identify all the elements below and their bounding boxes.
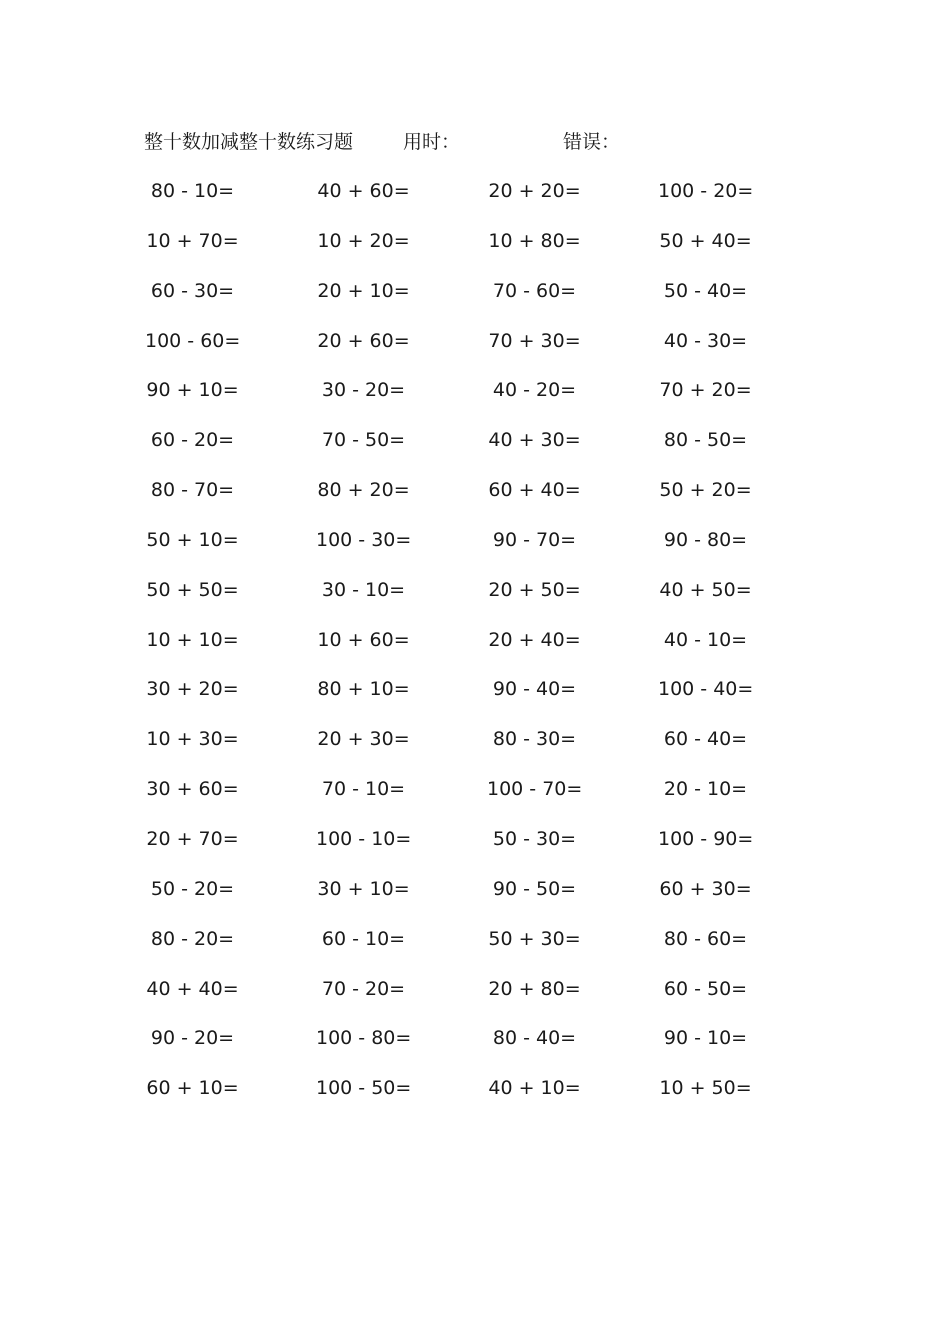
arithmetic-problem bbox=[145, 1073, 240, 1103]
arithmetic-problem bbox=[487, 974, 582, 1004]
problem-text: 30 + 10= bbox=[317, 877, 410, 900]
arithmetic-problem bbox=[487, 375, 582, 405]
worksheet-header bbox=[144, 128, 844, 156]
arithmetic-problem bbox=[487, 674, 582, 704]
problem-text: 60 - 30= bbox=[150, 279, 235, 302]
problem-text: 90 - 50= bbox=[492, 877, 577, 900]
arithmetic-problem bbox=[145, 226, 240, 256]
problem-text: 90 - 80= bbox=[663, 528, 748, 551]
arithmetic-problem bbox=[658, 824, 753, 854]
arithmetic-problem bbox=[487, 226, 582, 256]
arithmetic-problem bbox=[145, 625, 240, 655]
arithmetic-problem bbox=[316, 774, 411, 804]
time-used-label: 用时： bbox=[403, 131, 461, 153]
problem-row bbox=[0, 176, 950, 226]
problem-text: 10 + 10= bbox=[146, 628, 239, 651]
arithmetic-problem bbox=[658, 226, 753, 256]
problem-text: 90 - 20= bbox=[150, 1027, 235, 1050]
problem-row bbox=[0, 824, 950, 874]
errors-label: 错误： bbox=[563, 131, 621, 153]
problem-text: 50 - 30= bbox=[492, 827, 577, 850]
arithmetic-problem bbox=[145, 974, 240, 1004]
problem-text: 70 + 30= bbox=[488, 329, 581, 352]
arithmetic-problem bbox=[658, 425, 753, 455]
problem-text: 80 - 40= bbox=[492, 1027, 577, 1050]
arithmetic-problem bbox=[487, 425, 582, 455]
arithmetic-problem bbox=[487, 575, 582, 605]
arithmetic-problem bbox=[316, 326, 411, 356]
arithmetic-problem bbox=[487, 1023, 582, 1053]
problem-text: 70 - 60= bbox=[492, 279, 577, 302]
arithmetic-problem bbox=[658, 326, 753, 356]
arithmetic-problem bbox=[145, 375, 240, 405]
problem-text: 100 - 50= bbox=[316, 1077, 412, 1100]
arithmetic-problem bbox=[487, 774, 582, 804]
arithmetic-problem bbox=[316, 924, 411, 954]
arithmetic-problem bbox=[316, 625, 411, 655]
arithmetic-problem bbox=[316, 575, 411, 605]
problem-text: 100 - 90= bbox=[658, 827, 754, 850]
problem-text: 30 - 10= bbox=[321, 578, 406, 601]
problem-text: 100 - 20= bbox=[658, 180, 754, 202]
arithmetic-problem bbox=[658, 575, 753, 605]
problem-text: 80 - 30= bbox=[492, 728, 577, 751]
problem-row bbox=[0, 924, 950, 974]
problem-row bbox=[0, 674, 950, 724]
problem-text: 20 + 30= bbox=[317, 728, 410, 751]
problem-text: 70 - 50= bbox=[321, 429, 406, 452]
problem-row bbox=[0, 475, 950, 525]
problem-text: 100 - 60= bbox=[145, 329, 241, 352]
problem-text: 100 - 80= bbox=[316, 1027, 412, 1050]
arithmetic-problem bbox=[658, 625, 753, 655]
problem-text: 40 + 30= bbox=[488, 429, 581, 452]
problem-text: 90 - 40= bbox=[492, 678, 577, 701]
problem-text: 10 + 20= bbox=[317, 229, 410, 252]
problem-text: 90 - 10= bbox=[663, 1027, 748, 1050]
problem-text: 70 - 10= bbox=[321, 778, 406, 801]
problem-text: 90 - 70= bbox=[492, 528, 577, 551]
problem-text: 80 - 70= bbox=[150, 479, 235, 502]
problem-text: 100 - 10= bbox=[316, 827, 412, 850]
problem-row bbox=[0, 724, 950, 774]
problem-text: 60 - 10= bbox=[321, 927, 406, 950]
arithmetic-problem bbox=[316, 724, 411, 754]
problem-row bbox=[0, 1023, 950, 1073]
arithmetic-problem bbox=[145, 425, 240, 455]
problem-text: 50 + 50= bbox=[146, 578, 239, 601]
problem-text: 40 - 30= bbox=[663, 329, 748, 352]
arithmetic-problem bbox=[145, 924, 240, 954]
arithmetic-problem bbox=[316, 974, 411, 1004]
problem-text: 50 + 30= bbox=[488, 927, 581, 950]
arithmetic-problem bbox=[145, 1023, 240, 1053]
problem-text: 30 + 60= bbox=[146, 778, 239, 801]
problem-row bbox=[0, 774, 950, 824]
problem-row bbox=[0, 625, 950, 675]
problem-row bbox=[0, 326, 950, 376]
problem-text: 60 + 30= bbox=[659, 877, 752, 900]
problem-row bbox=[0, 874, 950, 924]
arithmetic-problem bbox=[316, 276, 411, 306]
worksheet-title: 整十数加减整十数练习题 bbox=[144, 131, 354, 153]
arithmetic-problem bbox=[316, 824, 411, 854]
arithmetic-problem bbox=[658, 276, 753, 306]
problem-text: 40 + 60= bbox=[317, 180, 410, 202]
problem-text: 50 - 40= bbox=[663, 279, 748, 302]
problem-text: 30 - 20= bbox=[321, 379, 406, 402]
arithmetic-problem bbox=[145, 674, 240, 704]
problem-text: 20 + 20= bbox=[488, 180, 581, 202]
arithmetic-problem bbox=[487, 874, 582, 904]
arithmetic-problem bbox=[316, 425, 411, 455]
arithmetic-problem bbox=[658, 176, 753, 206]
arithmetic-problem bbox=[487, 924, 582, 954]
problem-text: 20 + 60= bbox=[317, 329, 410, 352]
arithmetic-problem bbox=[145, 874, 240, 904]
problem-text: 50 + 40= bbox=[659, 229, 752, 252]
arithmetic-problem bbox=[487, 326, 582, 356]
problem-text: 10 + 60= bbox=[317, 628, 410, 651]
problem-text: 40 + 50= bbox=[659, 578, 752, 601]
arithmetic-problem bbox=[316, 375, 411, 405]
problem-text: 80 + 20= bbox=[317, 479, 410, 502]
problem-text: 50 + 10= bbox=[146, 528, 239, 551]
arithmetic-problem bbox=[316, 525, 411, 555]
problem-text: 70 - 20= bbox=[321, 977, 406, 1000]
problem-text: 40 + 10= bbox=[488, 1077, 581, 1100]
problem-row bbox=[0, 226, 950, 276]
arithmetic-problem bbox=[316, 1023, 411, 1053]
arithmetic-problem bbox=[145, 525, 240, 555]
problem-text: 50 - 20= bbox=[150, 877, 235, 900]
problem-row bbox=[0, 276, 950, 326]
problem-text: 20 + 50= bbox=[488, 578, 581, 601]
arithmetic-problem bbox=[145, 276, 240, 306]
arithmetic-problem bbox=[487, 525, 582, 555]
problem-text: 100 - 40= bbox=[658, 678, 754, 701]
arithmetic-problem bbox=[658, 924, 753, 954]
arithmetic-problem bbox=[145, 575, 240, 605]
problem-text: 20 + 80= bbox=[488, 977, 581, 1000]
arithmetic-problem bbox=[145, 475, 240, 505]
problem-text: 10 + 70= bbox=[146, 229, 239, 252]
arithmetic-problem bbox=[658, 974, 753, 1004]
arithmetic-problem bbox=[487, 276, 582, 306]
arithmetic-problem bbox=[487, 1073, 582, 1103]
problem-row bbox=[0, 525, 950, 575]
arithmetic-problem bbox=[658, 375, 753, 405]
problem-text: 30 + 20= bbox=[146, 678, 239, 701]
problem-text: 40 + 40= bbox=[146, 977, 239, 1000]
problem-grid bbox=[0, 176, 950, 1123]
problem-row bbox=[0, 1073, 950, 1123]
arithmetic-problem bbox=[658, 1023, 753, 1053]
problem-text: 50 + 20= bbox=[659, 479, 752, 502]
problem-text: 80 - 50= bbox=[663, 429, 748, 452]
problem-text: 70 + 20= bbox=[659, 379, 752, 402]
arithmetic-problem bbox=[316, 1073, 411, 1103]
problem-text: 10 + 30= bbox=[146, 728, 239, 751]
problem-text: 80 - 10= bbox=[150, 180, 235, 202]
arithmetic-problem bbox=[658, 674, 753, 704]
problem-text: 100 - 30= bbox=[316, 528, 412, 551]
arithmetic-problem bbox=[316, 874, 411, 904]
arithmetic-problem bbox=[658, 475, 753, 505]
problem-row bbox=[0, 425, 950, 475]
problem-text: 60 + 40= bbox=[488, 479, 581, 502]
problem-text: 60 - 20= bbox=[150, 429, 235, 452]
arithmetic-problem bbox=[658, 1073, 753, 1103]
problem-row bbox=[0, 974, 950, 1024]
problem-row bbox=[0, 375, 950, 425]
arithmetic-problem bbox=[145, 774, 240, 804]
problem-text: 10 + 50= bbox=[659, 1077, 752, 1100]
problem-text: 60 - 40= bbox=[663, 728, 748, 751]
arithmetic-problem bbox=[316, 674, 411, 704]
problem-text: 80 + 10= bbox=[317, 678, 410, 701]
problem-text: 20 - 10= bbox=[663, 778, 748, 801]
problem-text: 20 + 70= bbox=[146, 827, 239, 850]
arithmetic-problem bbox=[487, 475, 582, 505]
problem-text: 80 - 60= bbox=[663, 927, 748, 950]
problem-text: 40 - 20= bbox=[492, 379, 577, 402]
arithmetic-problem bbox=[658, 724, 753, 754]
arithmetic-problem bbox=[316, 226, 411, 256]
arithmetic-problem bbox=[316, 176, 411, 206]
problem-text: 20 + 40= bbox=[488, 628, 581, 651]
problem-text: 90 + 10= bbox=[146, 379, 239, 402]
arithmetic-problem bbox=[487, 625, 582, 655]
problem-text: 10 + 80= bbox=[488, 229, 581, 252]
arithmetic-problem bbox=[487, 824, 582, 854]
arithmetic-problem bbox=[487, 176, 582, 206]
arithmetic-problem bbox=[658, 774, 753, 804]
problem-text: 80 - 20= bbox=[150, 927, 235, 950]
problem-text: 60 + 10= bbox=[146, 1077, 239, 1100]
problem-text: 20 + 10= bbox=[317, 279, 410, 302]
arithmetic-problem bbox=[145, 326, 240, 356]
problem-text: 100 - 70= bbox=[487, 778, 583, 801]
arithmetic-problem bbox=[658, 874, 753, 904]
arithmetic-problem bbox=[658, 525, 753, 555]
problem-text: 60 - 50= bbox=[663, 977, 748, 1000]
arithmetic-problem bbox=[487, 724, 582, 754]
problem-row bbox=[0, 575, 950, 625]
arithmetic-problem bbox=[145, 824, 240, 854]
arithmetic-problem bbox=[145, 176, 240, 206]
problem-text: 40 - 10= bbox=[663, 628, 748, 651]
arithmetic-problem bbox=[145, 724, 240, 754]
arithmetic-problem bbox=[316, 475, 411, 505]
